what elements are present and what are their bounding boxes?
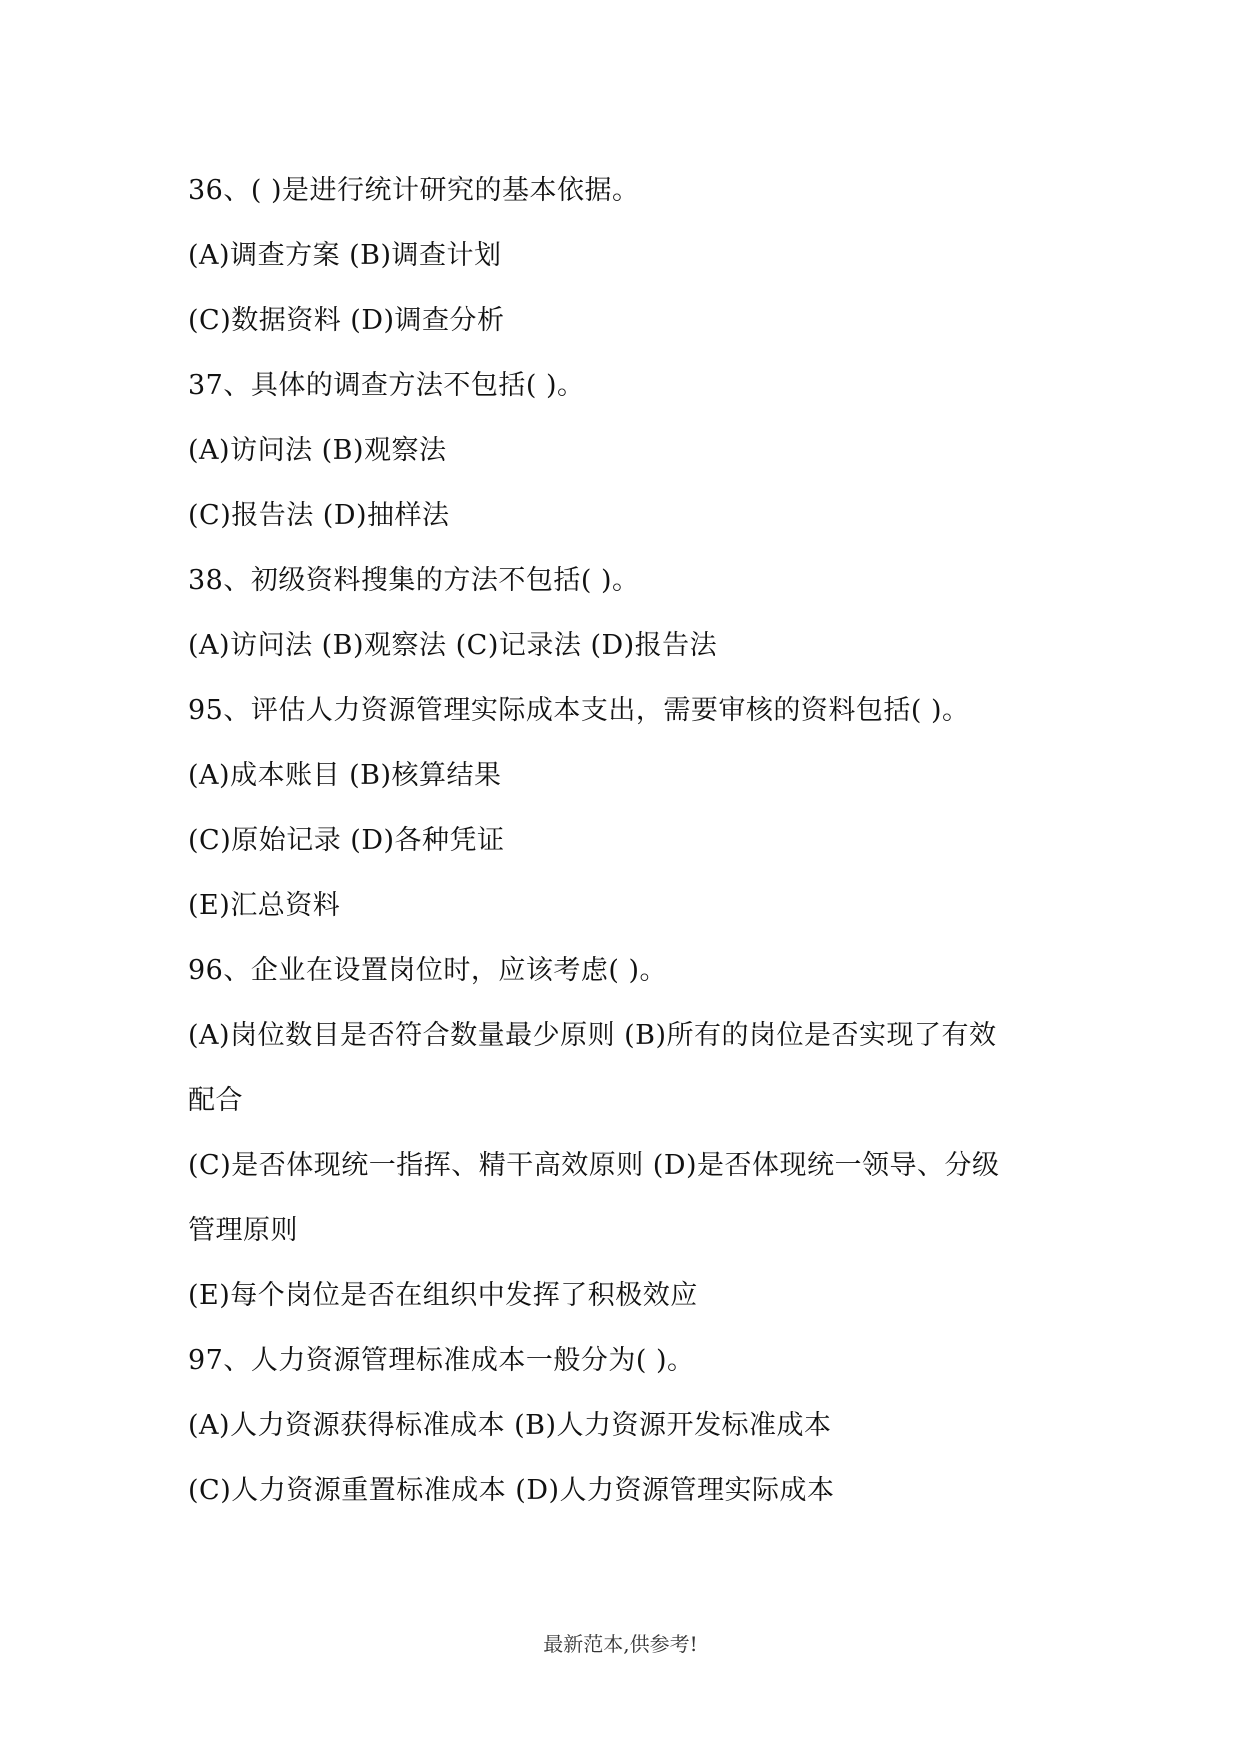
question-96-options-cd-cont: 管理原则 xyxy=(188,1215,298,1246)
question-37-options-cd: (C)报告法 (D)抽样法 xyxy=(188,500,450,531)
question-36-options-cd: (C)数据资料 (D)调查分析 xyxy=(188,305,505,336)
question-content xyxy=(188,158,1068,1523)
question-97-options-ab: (A)人力资源获得标准成本 (B)人力资源开发标准成本 xyxy=(188,1410,832,1441)
question-95-options-cd: (C)原始记录 (D)各种凭证 xyxy=(188,825,505,856)
question-96-options-ab-cont: 配合 xyxy=(188,1085,243,1116)
question-37-stem: 37、具体的调查方法不包括( )。 xyxy=(188,370,585,401)
question-36-options-ab: (A)调查方案 (B)调查计划 xyxy=(188,240,502,271)
question-96-stem: 96、企业在设置岗位时，应该考虑( )。 xyxy=(188,955,668,986)
question-96-options-cd: (C)是否体现统一指挥、精干高效原则 (D)是否体现统一领导、分级 xyxy=(188,1150,1000,1181)
question-95-stem: 95、评估人力资源管理实际成本支出，需要审核的资料包括( )。 xyxy=(188,695,970,726)
question-95-option-e: (E)汇总资料 xyxy=(188,890,341,921)
question-36-stem: 36、( )是进行统计研究的基本依据。 xyxy=(188,175,640,206)
question-95-options-ab: (A)成本账目 (B)核算结果 xyxy=(188,760,502,791)
question-37-options-ab: (A)访问法 (B)观察法 xyxy=(188,435,447,466)
question-38-stem: 38、初级资料搜集的方法不包括( )。 xyxy=(188,565,640,596)
question-96-options-ab: (A)岗位数目是否符合数量最少原则 (B)所有的岗位是否实现了有效 xyxy=(188,1020,997,1051)
question-96-option-e: (E)每个岗位是否在组织中发挥了积极效应 xyxy=(188,1280,698,1311)
question-38-options: (A)访问法 (B)观察法 (C)记录法 (D)报告法 xyxy=(188,630,718,661)
question-97-options-cd: (C)人力资源重置标准成本 (D)人力资源管理实际成本 xyxy=(188,1475,835,1506)
page-footer: 最新范本,供参考! xyxy=(543,1632,698,1656)
question-97-stem: 97、人力资源管理标准成本一般分为( )。 xyxy=(188,1345,695,1376)
